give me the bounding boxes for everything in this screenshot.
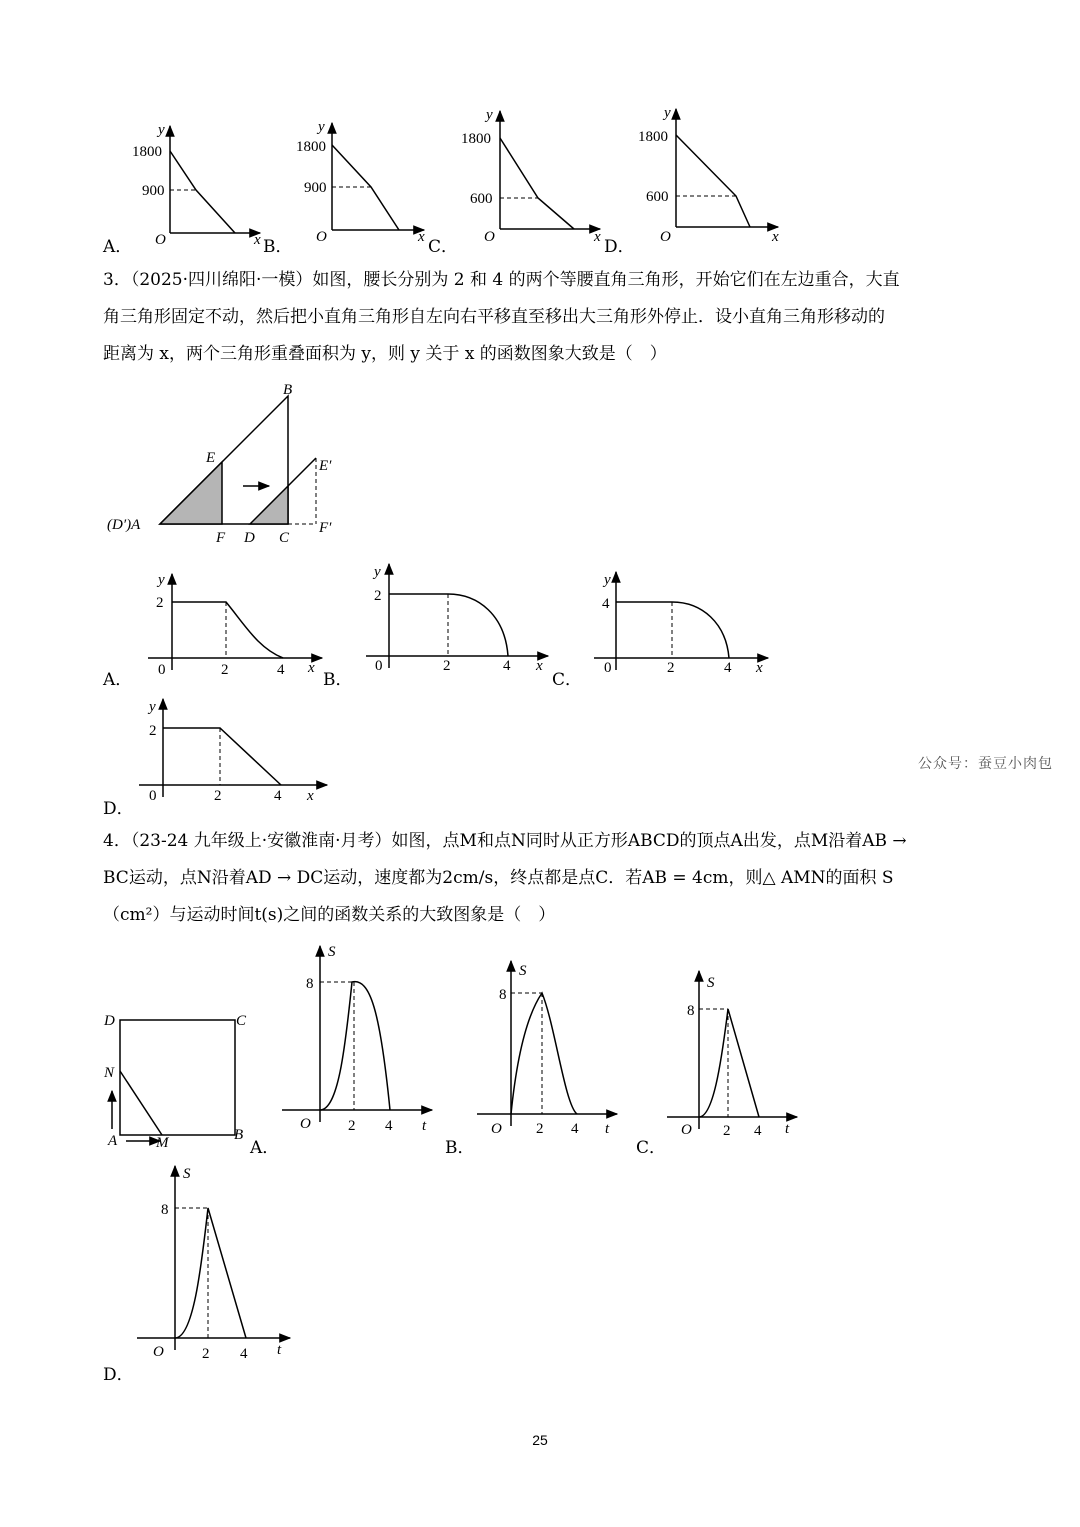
origin-label: O (660, 229, 671, 243)
q2-option-c-label: C． (428, 237, 459, 257)
x-tick-2: 2 (536, 1121, 544, 1137)
x-axis-label: x (254, 232, 261, 248)
q3-option-a-label: A． (103, 670, 133, 690)
q2-graph-c (458, 105, 608, 245)
origin-label: O (300, 1116, 311, 1132)
x-axis-label: x (756, 660, 763, 676)
x-tick-2: 2 (348, 1118, 356, 1134)
q2-option-d-label: D． (604, 237, 635, 257)
y-axis-label: y (374, 564, 381, 580)
q4-graph-d (135, 1160, 300, 1365)
y-tick-2: 2 (149, 723, 157, 739)
q4-option-d-label: D． (103, 1365, 134, 1385)
x-axis-label: x (536, 658, 543, 674)
y-tick-1800: 1800 (461, 131, 491, 147)
q3-option-c-label: C． (552, 670, 583, 690)
label-e-prime: E′ (319, 458, 332, 474)
y-axis-label: y (318, 119, 325, 135)
origin-label: O (491, 1121, 502, 1137)
t-axis-label: t (605, 1121, 610, 1137)
s-axis-label: S (328, 944, 336, 960)
y-axis-label: y (486, 107, 493, 123)
watermark: 公众号：蚕豆小肉包 (918, 756, 1053, 772)
x-axis-label: x (772, 229, 779, 243)
label-b: B (283, 382, 293, 398)
y-tick-8: 8 (687, 1003, 695, 1019)
y-tick-8: 8 (499, 987, 507, 1003)
x-axis-label: x (418, 229, 425, 245)
x-tick-4: 4 (274, 788, 282, 804)
x-tick-4: 4 (277, 662, 285, 678)
label-e: E (206, 450, 216, 466)
label-d: D (104, 1013, 115, 1029)
x-tick-2: 2 (443, 658, 451, 674)
y-axis-label: y (158, 572, 165, 588)
x-tick-0: 0 (604, 660, 612, 676)
x-axis-label: x (307, 788, 314, 804)
origin-label: O (155, 232, 166, 248)
label-b: B (234, 1127, 244, 1143)
q2-graph-d (636, 103, 786, 243)
q4-line-1: 4．（23-24 九年级上·安徽淮南·月考）如图，点M和点N同时从正方形ABCD的顶点A出发，点M沿着AB → (103, 831, 907, 851)
q4-question-text (103, 823, 1003, 934)
t-axis-label: t (277, 1342, 282, 1358)
x-tick-4: 4 (571, 1121, 579, 1137)
t-axis-label: t (785, 1121, 790, 1137)
q3-triangle-figure (105, 378, 365, 548)
y-axis-label: y (149, 699, 156, 715)
label-c: C (279, 530, 290, 546)
y-tick-4: 4 (602, 596, 610, 612)
label-n: N (104, 1065, 115, 1081)
q3-option-d-label: D． (103, 799, 134, 819)
label-c: C (236, 1013, 247, 1029)
q3-graph-d (135, 695, 335, 805)
origin-label: O (484, 229, 495, 245)
q4-graph-b (475, 955, 625, 1140)
q4-line-3: （cm²）与运动时间t(s)之间的函数关系的大致图象是（ ） (103, 905, 556, 925)
x-tick-0: 0 (158, 662, 166, 678)
y-tick-2: 2 (374, 588, 382, 604)
label-f-prime: F′ (319, 520, 332, 536)
x-tick-4: 4 (240, 1346, 248, 1362)
q2-option-b-label: B． (263, 237, 293, 257)
x-tick-4: 4 (503, 658, 511, 674)
q3-graph-a (140, 570, 330, 680)
origin-label: O (153, 1344, 164, 1360)
x-tick-4: 4 (724, 660, 732, 676)
x-tick-4: 4 (754, 1123, 762, 1139)
label-f: F (216, 530, 226, 546)
q4-square-figure (100, 1005, 260, 1150)
q2-option-a-label: A． (103, 237, 133, 257)
y-tick-900: 900 (142, 183, 165, 199)
label-d: D (244, 530, 255, 546)
q2-graph-a (130, 118, 270, 248)
page-number: 25 (532, 1432, 548, 1448)
x-axis-label: x (594, 229, 601, 245)
s-axis-label: S (183, 1166, 191, 1182)
x-tick-2: 2 (202, 1346, 210, 1362)
q4-line-2: BC运动，点N沿着AD → DC运动，速度都为2cm/s，终点都是点C．若AB = 4cm，则△ AMN的面积 S (103, 868, 894, 888)
q3-line-2: 角三角形固定不动，然后把小直角三角形自左向右平移直至移出大三角形外停止．设小直角三角形移动的 (103, 307, 885, 327)
y-tick-600: 600 (646, 189, 669, 205)
label-m: M (156, 1135, 169, 1150)
q4-graph-c (665, 965, 805, 1140)
x-tick-2: 2 (221, 662, 229, 678)
x-tick-0: 0 (149, 788, 157, 804)
q3-question-text (103, 262, 983, 373)
y-tick-8: 8 (306, 976, 314, 992)
y-tick-1800: 1800 (296, 139, 326, 155)
label-a: A (108, 1133, 118, 1149)
q3-option-b-label: B． (323, 670, 353, 690)
label-d-prime-a: (D′)A (107, 517, 141, 533)
q4-graph-a (280, 940, 440, 1140)
origin-label: O (316, 229, 327, 245)
y-tick-1800: 1800 (638, 129, 668, 145)
y-tick-900: 900 (304, 180, 327, 196)
origin-label: O (681, 1122, 692, 1138)
y-axis-label: y (604, 572, 611, 588)
y-tick-2: 2 (156, 595, 164, 611)
y-axis-label: y (158, 122, 165, 138)
s-axis-label: S (519, 963, 527, 979)
q4-option-b-label: B． (445, 1138, 475, 1158)
q3-graph-c (590, 568, 780, 678)
x-tick-4: 4 (385, 1118, 393, 1134)
y-tick-8: 8 (161, 1202, 169, 1218)
s-axis-label: S (707, 975, 715, 991)
q2-graph-b (292, 115, 432, 245)
y-tick-1800: 1800 (132, 144, 162, 160)
q3-line-3: 距离为 x，两个三角形重叠面积为 y，则 y 关于 x 的函数图象大致是（ ） (103, 344, 667, 364)
x-tick-2: 2 (723, 1123, 731, 1139)
q3-graph-b (360, 560, 555, 675)
x-tick-2: 2 (667, 660, 675, 676)
x-axis-label: x (308, 660, 315, 676)
x-tick-0: 0 (375, 658, 383, 674)
y-tick-600: 600 (470, 191, 493, 207)
t-axis-label: t (422, 1118, 427, 1134)
x-tick-2: 2 (214, 788, 222, 804)
y-axis-label: y (664, 105, 671, 121)
q3-line-1: 3．（2025·四川绵阳·一模）如图，腰长分别为 2 和 4 的两个等腰直角三角形，开始它们在左边重合，大直 (103, 270, 900, 290)
q4-option-a-label: A． (250, 1138, 280, 1158)
q4-option-c-label: C． (636, 1138, 667, 1158)
